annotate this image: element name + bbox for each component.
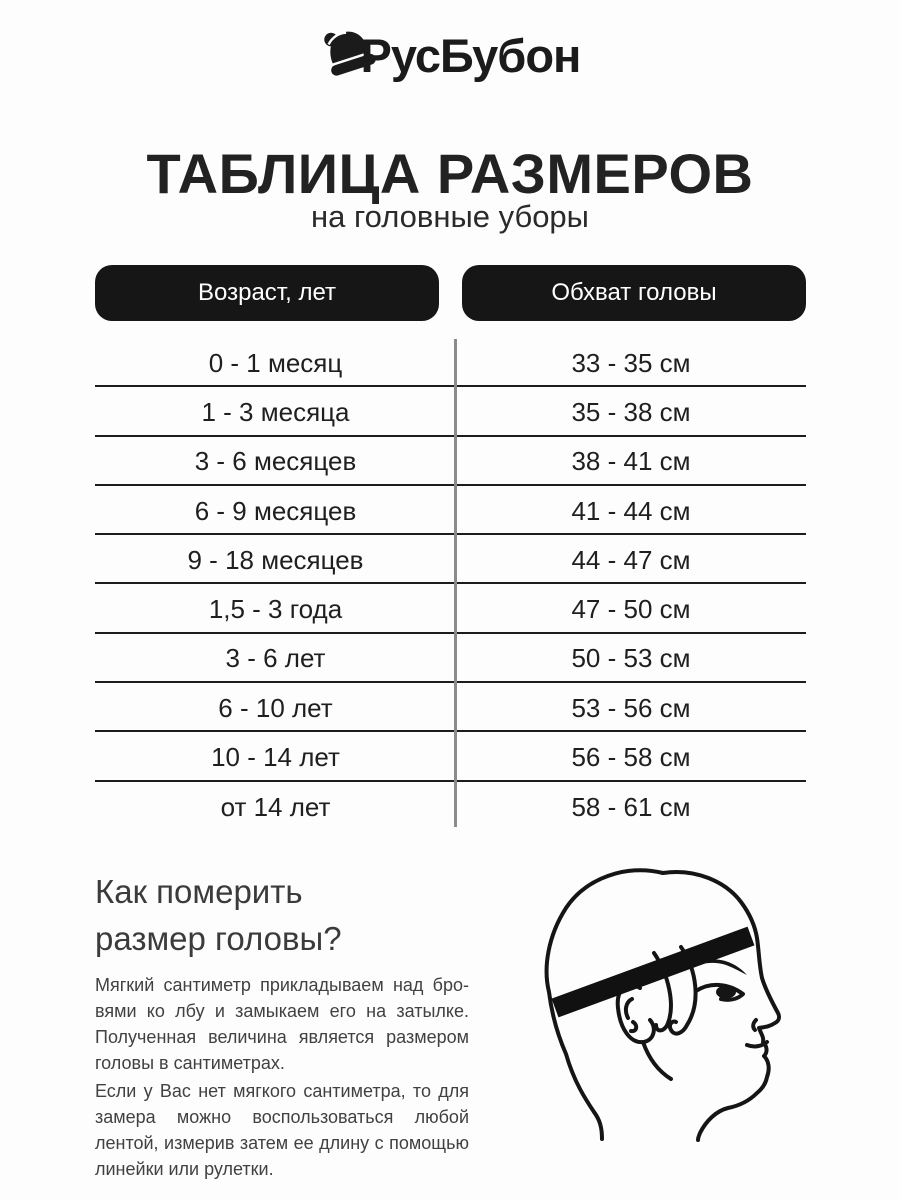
- head-profile-measurement-illustration: [528, 856, 818, 1166]
- age-cell: 1,5 - 3 года: [208, 594, 343, 625]
- column-header-age: Возраст, лет: [95, 265, 439, 321]
- size-cell: 33 - 35 см: [571, 347, 691, 378]
- page-title: ТАБЛИЦА РАЗМЕРОВ: [146, 142, 754, 205]
- age-cell: 1 - 3 месяца: [201, 396, 350, 427]
- size-cell: 38 - 41 см: [571, 446, 691, 477]
- size-cell: 47 - 50 см: [571, 594, 691, 625]
- age-cell: 3 - 6 лет: [225, 643, 326, 674]
- size-cell: 50 - 53 см: [571, 643, 691, 674]
- size-cell: 44 - 47 см: [571, 544, 691, 575]
- age-cell: 9 - 18 месяцев: [187, 544, 364, 575]
- table-row: [95, 535, 806, 584]
- howto-paragraph-2: Если у Вас нет мягкого сантиметра, то для замера можно воспользоваться любой лентой, измерив затем ее длину с помощью линейки или рулетки.: [95, 1081, 469, 1179]
- brand-logo: [0, 30, 900, 82]
- size-cell: 35 - 38 см: [571, 396, 691, 427]
- age-cell: 0 - 1 месяц: [208, 347, 343, 378]
- table-row: [95, 584, 806, 633]
- age-cell: 6 - 10 лет: [218, 692, 333, 723]
- table-row: [95, 437, 806, 486]
- size-cell: 53 - 56 см: [571, 692, 691, 723]
- age-cell: 3 - 6 месяцев: [194, 446, 357, 477]
- howto-paragraph-1: Мягкий сантиметр прикладываем над бровями ко лбу и замыкаем его на затылке. Полученная величина является размером головы в сантиметрах.: [95, 975, 469, 1073]
- size-cell: 41 - 44 см: [571, 495, 691, 526]
- column-header-circumference: Обхват головы: [462, 265, 806, 321]
- page-subtitle: на головные уборы: [311, 199, 589, 234]
- age-cell: 10 - 14 лет: [211, 742, 340, 773]
- age-cell: от 14 лет: [220, 792, 331, 823]
- age-cell: 6 - 9 месяцев: [194, 495, 357, 526]
- howto-heading: Как померить размер головы?: [95, 873, 342, 957]
- table-row: [95, 732, 806, 781]
- table-row: [95, 683, 806, 732]
- table-row: [95, 338, 806, 387]
- size-table: [95, 338, 806, 832]
- table-row: [95, 782, 806, 831]
- size-cell: 56 - 58 см: [571, 742, 691, 773]
- brand-name: РусБубон: [360, 29, 581, 82]
- table-row: [95, 634, 806, 683]
- table-column-headers: [95, 265, 806, 321]
- table-vertical-divider: [454, 339, 457, 827]
- table-row: [95, 387, 806, 436]
- size-cell: 58 - 61 см: [571, 792, 691, 823]
- table-row: [95, 486, 806, 535]
